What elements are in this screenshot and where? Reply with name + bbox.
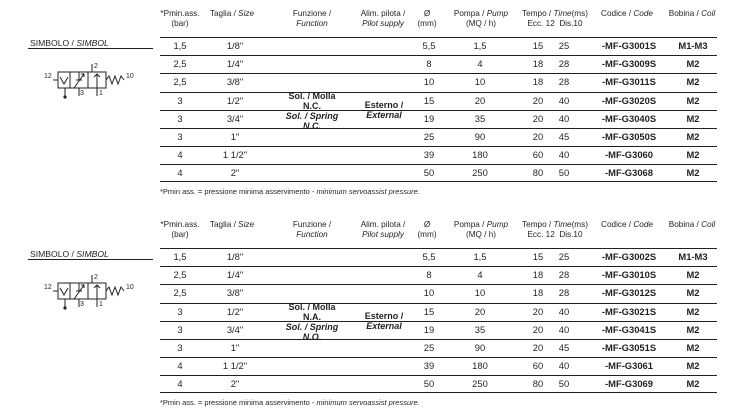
cell-pmin: 2,5 [173,287,187,299]
cell-ecc: 20 [532,131,544,142]
pilot-supply-text: Esterno / External [364,100,404,120]
cell-pump: 250 [472,167,488,179]
cell-ecc: 20 [532,305,544,317]
cell-code: -MF-G3011S [602,76,656,88]
cell-size: 3/4" [226,112,244,124]
cell-dis: 28 [558,58,570,70]
function-text: Sol. / Molla N.C. Sol. / Spring N.C. [285,91,339,131]
cell-pump: 4 [477,58,483,70]
valve-table-block-2 [0,211,745,417]
cell-code: -MF-G3020S [601,94,657,106]
cell-pmin: 1,5 [173,251,187,262]
cell-pump: 250 [472,378,488,390]
cell-dis: 40 [558,360,570,372]
header-pump: Pompa / Pump (MQ / h) [453,9,509,28]
cell-size: 3/8" [226,287,244,299]
cell-coil: M2 [686,360,700,372]
table-row [160,128,717,145]
cell-ecc: 20 [532,323,544,335]
cell-pmin: 3 [177,342,183,353]
cell-dis: 45 [558,131,570,142]
pilot-supply-text: Esterno / External [364,311,404,331]
valve-symbol-icon [44,60,144,100]
cell-coil: M1-M3 [678,251,708,262]
cell-pump: 4 [477,269,483,281]
valve-symbol-icon [44,271,144,311]
cell-dis: 45 [558,342,570,353]
cell-dis: 28 [558,76,570,88]
svg-text:3: 3 [80,301,84,308]
cell-diam: 15 [423,94,435,106]
cell-size: 1/8" [226,251,244,262]
table-row [160,248,717,265]
header-diameter: Ø (mm) [417,220,437,239]
symbol-label: SIMBOLO / SIMBOL [30,249,109,259]
cell-dis: 50 [558,378,570,390]
function-text: Sol. / Molla N.A. Sol. / Spring N.O. [285,302,339,342]
cell-dis: 28 [558,287,570,299]
cell-diam: 15 [423,305,435,317]
cell-pump: 20 [474,94,486,106]
header-pmin: *Pmin.ass. (bar) [160,220,200,239]
header-pump: Pompa / Pump (MQ / h) [453,220,509,239]
table-row [160,321,717,338]
cell-dis: 50 [558,167,570,179]
svg-text:1: 1 [99,301,103,308]
cell-ecc: 60 [532,360,544,372]
cell-pmin: 3 [177,131,183,142]
table-row [160,55,717,72]
cell-ecc: 18 [532,269,544,281]
cell-size: 1/4" [226,269,244,281]
svg-text:1: 1 [99,90,103,97]
cell-code: -MF-G3069 [605,378,653,390]
cell-pmin: 3 [177,323,183,335]
table-row [160,146,717,163]
header-code: Codice / Code [601,9,653,18]
cell-dis: 25 [558,40,570,51]
cell-pmin: 3 [177,305,183,317]
cell-ecc: 18 [532,58,544,70]
cell-pump: 180 [472,149,488,161]
header-pilot-supply: Alim. pilota / Pilot supply [360,220,406,239]
cell-code: -MF-G3051S [601,342,657,353]
table-row [160,375,717,393]
header-time: Tempo / Time(ms) Ecc. 12 Dis.10 [522,9,588,28]
svg-text:2: 2 [94,63,98,70]
cell-ecc: 20 [532,342,544,353]
table-row [160,357,717,374]
cell-ecc: 60 [532,149,544,161]
cell-pmin: 2,5 [173,76,187,88]
cell-coil: M1-M3 [678,40,708,51]
footnote: *Pmin ass. = pressione minima asservimento - minimum servoassist pressure. [160,187,420,196]
table-row [160,110,717,127]
cell-diam: 39 [423,360,435,372]
cell-size: 2" [230,167,240,179]
table-row [160,303,717,320]
cell-size: 1 1/2" [222,360,248,372]
cell-size: 2" [230,378,240,390]
cell-ecc: 80 [532,167,544,179]
table-row [160,37,717,54]
header-coil: Bobina / Coil [668,9,716,18]
svg-text:2: 2 [94,274,98,281]
cell-code: -MF-G3021S [601,305,657,317]
cell-size: 1" [230,342,240,353]
cell-pump: 35 [474,112,486,124]
cell-code: -MF-G3040S [601,112,657,124]
cell-diam: 39 [423,149,435,161]
cell-code: -MF-G3012S [601,287,657,299]
cell-size: 1/8" [226,40,244,51]
cell-diam: 50 [423,378,435,390]
cell-ecc: 15 [532,40,544,51]
cell-coil: M2 [686,112,700,124]
cell-pump: 1,5 [473,40,487,51]
cell-size: 1/2" [226,94,244,106]
cell-diam: 10 [423,76,435,88]
cell-pmin: 3 [177,94,183,106]
header-code: Codice / Code [601,220,653,229]
cell-pmin: 4 [177,167,183,179]
cell-pump: 90 [474,342,486,353]
svg-text:3: 3 [80,90,84,97]
cell-ecc: 80 [532,378,544,390]
cell-ecc: 15 [532,251,544,262]
cell-size: 3/4" [226,323,244,335]
table-row [160,266,717,283]
cell-code: -MF-G3002S [601,251,657,262]
cell-pmin: 2,5 [173,269,187,281]
cell-diam: 19 [423,112,435,124]
cell-coil: M2 [686,131,700,142]
cell-pmin: 3 [177,112,183,124]
cell-coil: M2 [686,287,700,299]
svg-text:12: 12 [44,284,52,291]
cell-coil: M2 [686,305,700,317]
cell-diam: 8 [426,58,432,70]
cell-code: -MF-G3068 [605,167,653,179]
cell-code: -MF-G3009S [601,58,657,70]
cell-pmin: 4 [177,378,183,390]
cell-coil: M2 [686,76,700,88]
svg-text:10: 10 [126,284,134,291]
cell-coil: M2 [686,58,700,70]
cell-pmin: 4 [177,360,183,372]
footnote: *Pmin ass. = pressione minima asservimento - minimum servoassist pressure. [160,398,420,407]
cell-dis: 40 [558,149,570,161]
cell-diam: 25 [423,342,435,353]
cell-pmin: 2,5 [173,58,187,70]
cell-pump: 10 [474,76,486,88]
header-size: Taglia / Size [209,220,255,229]
cell-pump: 180 [472,360,488,372]
table-row [160,339,717,356]
cell-dis: 40 [558,305,570,317]
cell-diam: 50 [423,167,435,179]
cell-diam: 19 [423,323,435,335]
cell-ecc: 18 [532,76,544,88]
cell-code: -MF-G3061 [605,360,653,372]
table-row [160,284,717,301]
cell-diam: 5,5 [422,251,436,262]
cell-pump: 10 [474,287,486,299]
cell-coil: M2 [686,94,700,106]
cell-coil: M2 [686,342,700,353]
cell-coil: M2 [686,269,700,281]
header-time: Tempo / Time(ms) Ecc. 12 Dis.10 [522,220,588,239]
cell-coil: M2 [686,323,700,335]
header-function: Funzione / Function [292,220,332,239]
cell-size: 1/2" [226,305,244,317]
cell-size: 1 1/2" [222,149,248,161]
cell-diam: 8 [426,269,432,281]
symbol-underline [28,48,153,49]
valve-table-block-1 [0,0,745,206]
cell-ecc: 20 [532,112,544,124]
cell-coil: M2 [686,167,700,179]
cell-diam: 10 [423,287,435,299]
cell-size: 3/8" [226,76,244,88]
symbol-label: SIMBOLO / SIMBOL [30,38,109,48]
cell-ecc: 18 [532,287,544,299]
header-pmin: *Pmin.ass. (bar) [160,9,200,28]
table-row [160,164,717,182]
cell-diam: 5,5 [422,40,436,51]
header-function: Funzione / Function [292,9,332,28]
header-diameter: Ø (mm) [417,9,437,28]
cell-dis: 40 [558,112,570,124]
cell-code: -MF-G3001S [601,40,657,51]
cell-code: -MF-G3041S [601,323,657,335]
cell-coil: M2 [686,378,700,390]
svg-text:12: 12 [44,73,52,80]
cell-pump: 90 [474,131,486,142]
header-size: Taglia / Size [209,9,255,18]
cell-coil: M2 [686,149,700,161]
cell-dis: 40 [558,323,570,335]
cell-dis: 40 [558,94,570,106]
cell-ecc: 20 [532,94,544,106]
header-pilot-supply: Alim. pilota / Pilot supply [360,9,406,28]
cell-pmin: 4 [177,149,183,161]
symbol-underline [28,259,153,260]
svg-text:10: 10 [126,73,134,80]
cell-pump: 35 [474,323,486,335]
cell-dis: 25 [558,251,570,262]
table-row [160,73,717,90]
cell-pump: 20 [474,305,486,317]
cell-code: -MF-G3060 [605,149,653,161]
cell-size: 1/4" [226,58,244,70]
cell-size: 1" [230,131,240,142]
cell-code: -MF-G3050S [601,131,657,142]
cell-diam: 25 [423,131,435,142]
cell-code: -MF-G3010S [601,269,657,281]
header-coil: Bobina / Coil [668,220,716,229]
cell-dis: 28 [558,269,570,281]
cell-pmin: 1,5 [173,40,187,51]
table-row [160,92,717,109]
cell-pump: 1,5 [473,251,487,262]
